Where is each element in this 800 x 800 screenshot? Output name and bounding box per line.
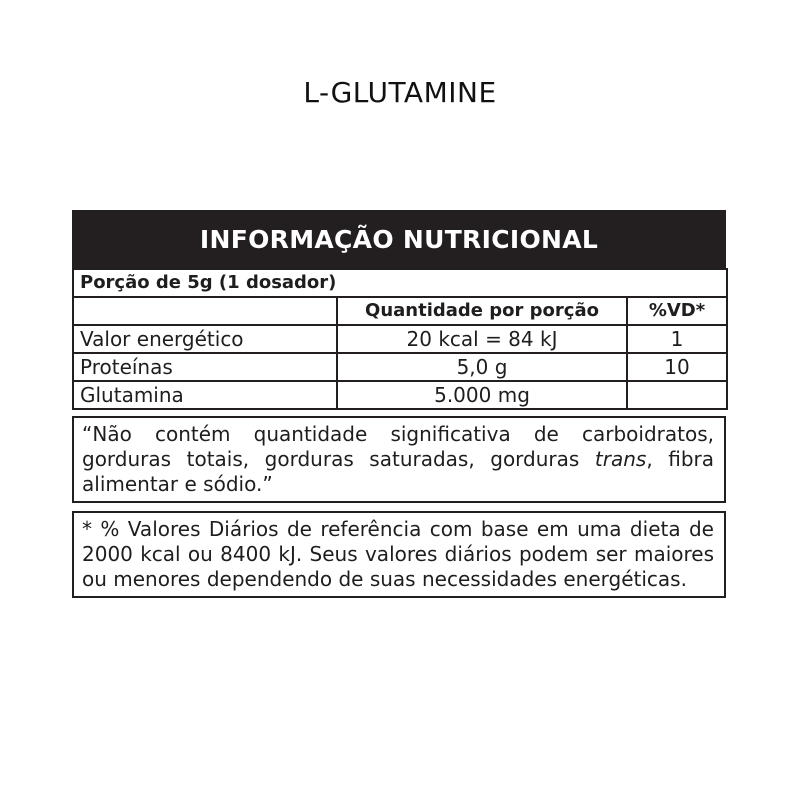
note-text-start: “Não contém quantidade significativa de carboidratos, gorduras totais, gorduras saturadas, gorduras xyxy=(82,422,714,471)
column-header-row xyxy=(73,297,727,325)
nutrient-vd: 1 xyxy=(627,325,727,353)
product-title: L-GLUTAMINE xyxy=(303,76,497,109)
nutrient-vd xyxy=(627,381,727,409)
nutrient-amount: 20 kcal = 84 kJ xyxy=(337,325,627,353)
nutrition-table xyxy=(72,268,728,410)
nutrient-amount: 5,0 g xyxy=(337,353,627,381)
nutrition-facts-label xyxy=(72,210,726,598)
insignificant-nutrients-note xyxy=(72,416,726,503)
portion-row xyxy=(73,269,727,297)
nutrient-amount: 5.000 mg xyxy=(337,381,627,409)
note-text-italic: trans xyxy=(594,447,647,471)
nutrient-name: Proteínas xyxy=(73,353,337,381)
label-header: INFORMAÇÃO NUTRICIONAL xyxy=(72,210,726,268)
table-row xyxy=(73,381,727,409)
note-text-end: , fibra alimentar e sódio.” xyxy=(82,447,714,496)
header-empty-cell xyxy=(73,297,337,325)
header-vd: %VD* xyxy=(627,297,727,325)
header-amount: Quantidade por porção xyxy=(337,297,627,325)
table-row xyxy=(73,353,727,381)
nutrient-name: Valor energético xyxy=(73,325,337,353)
nutrient-name: Glutamina xyxy=(73,381,337,409)
daily-values-footnote: * % Valores Diários de referência com base em uma dieta de 2000 kcal ou 8400 kJ. Seus valores diários podem ser maiores ou menores dependendo de suas necessidades energéticas. xyxy=(72,511,726,598)
portion-size: Porção de 5g (1 dosador) xyxy=(73,269,727,297)
table-row xyxy=(73,325,727,353)
nutrient-vd: 10 xyxy=(627,353,727,381)
